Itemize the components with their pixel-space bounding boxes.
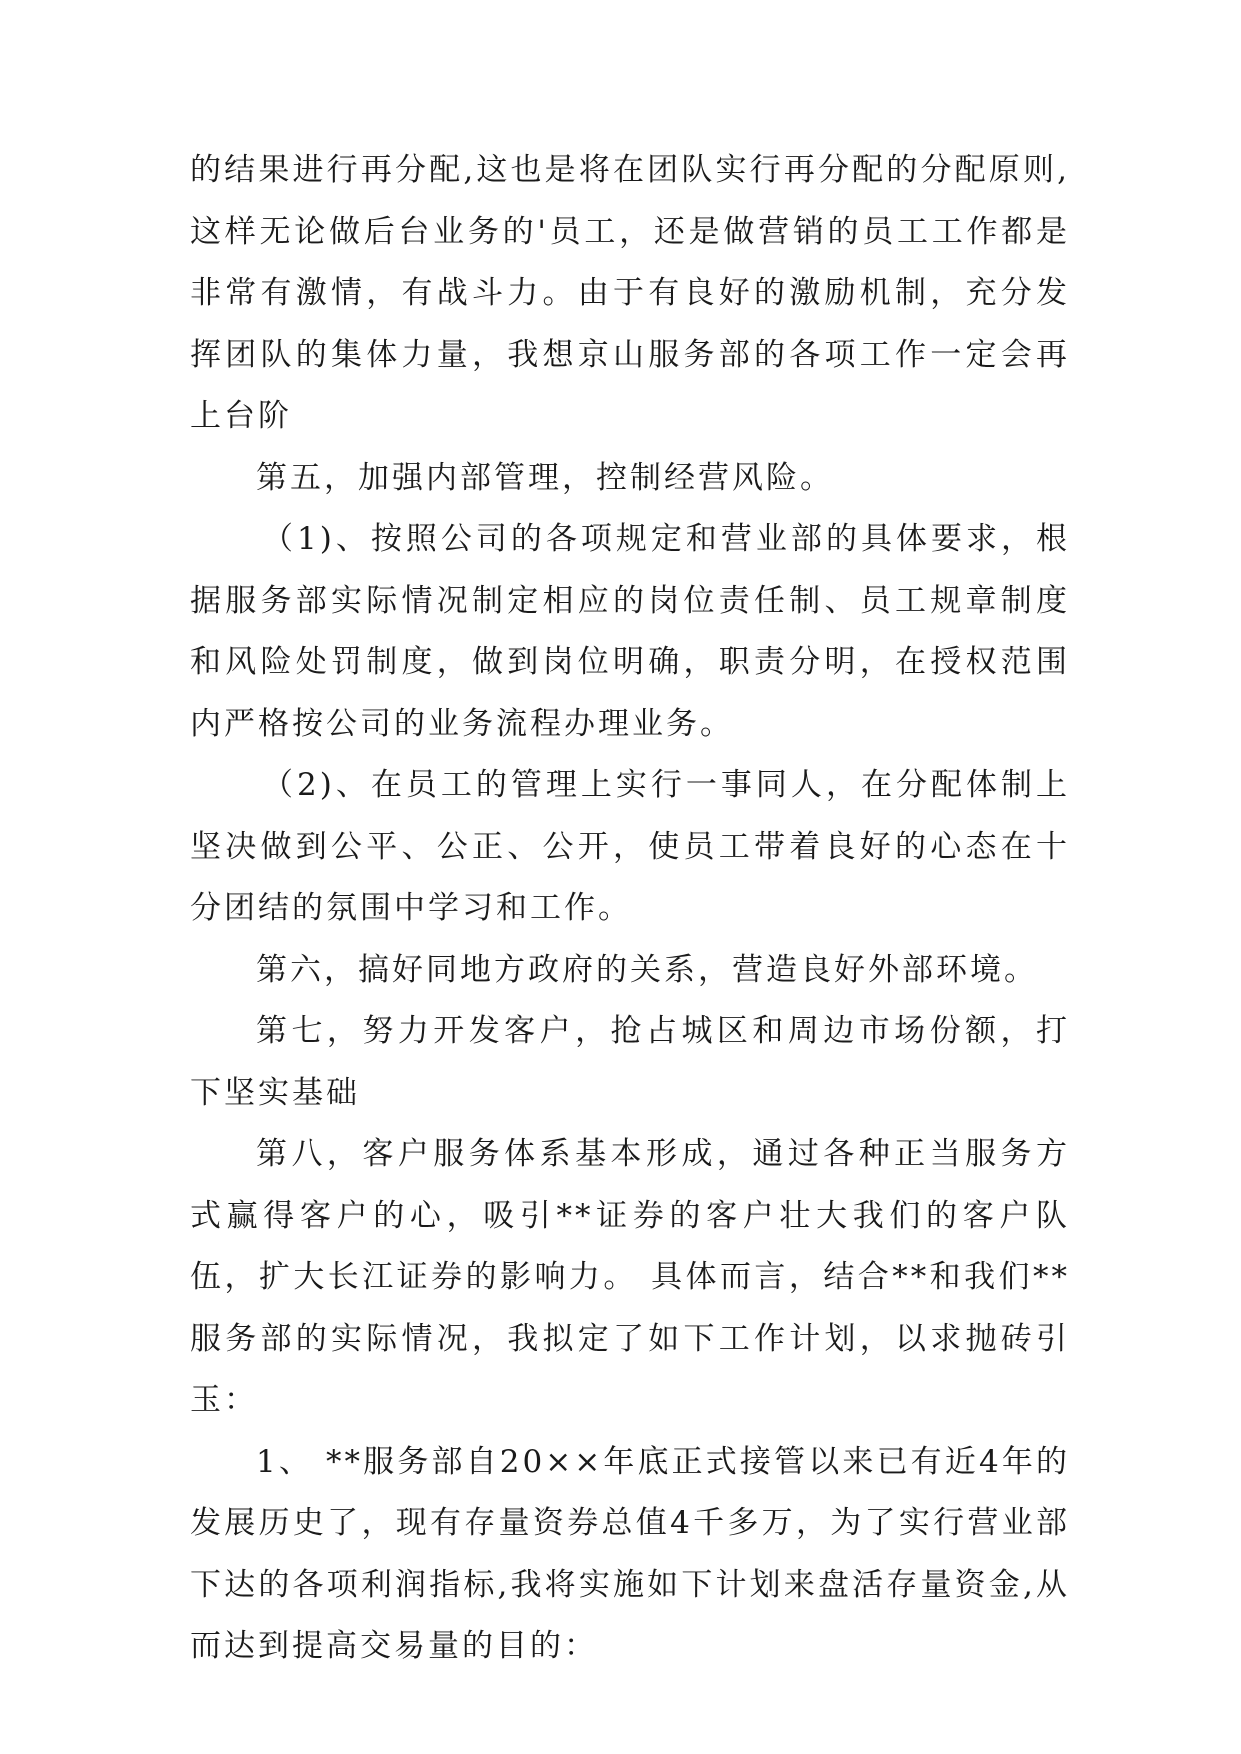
paragraph-4: （2)、在员工的管理上实行一事同人，在分配体制上坚决做到公平、公正、公开，使员工带着良好的心态在十分团结的氛围中学习和工作。 [190,767,1070,926]
paragraph-1: 的结果进行再分配,这也是将在团队实行再分配的分配原则,这样无论做后台业务的'员工，还是做营销的员工工作都是非常有激情，有战斗力。由于有良好的激励机制，充分发挥团队的集体力量，我想京山服务部的各项工作一定会再上台阶 [190,152,1070,434]
paragraph-2: 第五，加强内部管理，控制经营风险。 [256,459,834,496]
paragraph-5: 第六，搞好同地方政府的关系，营造良好外部环境。 [256,951,1038,988]
paragraph-7: 第八，客户服务体系基本形成，通过各种正当服务方式赢得客户的心，吸引**证券的客户壮大我们的客户队伍，扩大长江证券的影响力。 具体而言，结合**和我们**服务部的实际情况，我拟定了如下工作计划，以求抛砖引玉： [190,1136,1070,1418]
paragraph-8: 1、 **服务部自20××年底正式接管以来已有近4年的发展历史了，现有存量资券总值4千多万，为了实行营业部下达的各项利润指标,我将实施如下计划来盘活存量资金,从而达到提高交易量的目的： [190,1443,1070,1664]
paragraph-6: 第七，努力开发客户，抢占城区和周边市场份额，打下坚实基础 [190,1013,1070,1111]
paragraph-3: （1)、按照公司的各项规定和营业部的具体要求，根据服务部实际情况制定相应的岗位责任制、员工规章制度和风险处罚制度，做到岗位明确，职责分明，在授权范围内严格按公司的业务流程办理业务。 [190,521,1070,742]
document-body [190,140,1070,1678]
